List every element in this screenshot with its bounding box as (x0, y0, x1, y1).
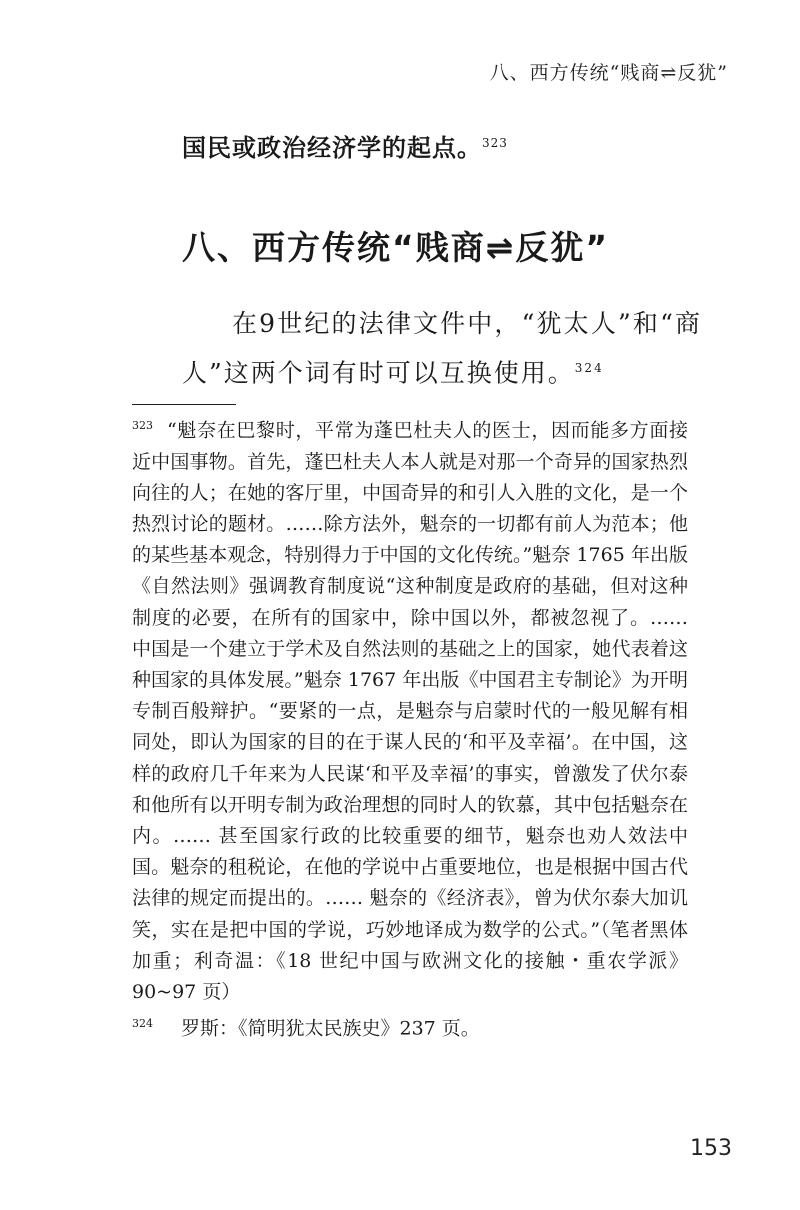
footnotes (132, 410, 688, 1045)
page-number: 153 (690, 1136, 732, 1161)
running-head: 八、西方传统“贱商⇌反犹” (489, 62, 728, 84)
body-sentence: 在9世纪的法律文件中，“犹太人”和“商人”这两个词有时可以互换使用。 (182, 309, 702, 388)
footnote-number: 324 (132, 1017, 153, 1031)
footnote-divider (132, 404, 236, 405)
footnote-text: 罗斯：《简明犹太民族史》237 页。 (181, 1017, 480, 1040)
section-heading: 八、西方传统“贱商⇌反犹” (182, 228, 610, 267)
footnote-324 (132, 1008, 688, 1045)
carryover-sentence: 国民或政治经济学的起点。 (182, 134, 482, 162)
body-paragraph (182, 302, 702, 395)
note-ref-324: 324 (574, 361, 604, 375)
carryover-text (182, 128, 508, 163)
footnote-323 (132, 410, 688, 1008)
note-ref-323: 323 (482, 136, 508, 150)
footnote-text: “魁奈在巴黎时，平常为蓬巴杜夫人的医士，因而能多方面接近中国事物。首先，蓬巴杜夫人本人就是对那一个奇异的国家热烈向往的人；在她的客厅里，中国奇异的和引人入胜的文化，是一个热烈讨论的题材。……除方法外，魁奈的一切都有前人为范本；他的某些基本观念，特别得力于中国的文化传统。”魁奈 1765 年出版《自然法则》强调教育制度说“这种制度是政府的基础，但对这种制度的必要，在所有的国家中，除中国以外，都被忽视了。…… 中国是一个建立于学术及自然法则的基础之上的国家，她代表着这种国家的具体发展。”魁奈 1767 年出版《中国君主专制论》为开明专制百般辩护。“要紧的一点，是魁奈与启蒙时代的一般见解有相同处，即认为国家的目的在于谋人民的‘和平及幸福’。在中国，这样的政府几千年来为人民谋‘和平及幸福’的事实，曾激发了伏尔泰和他所有以开明专制为政治理想的同时人的钦慕，其中包括魁奈在内。…… 甚至国家行政的比较重要的细节，魁奈也劝人效法中国。魁奈的租税论，在他的学说中占重要地位，也是根据中国古代法律的规定而提出的。…… 魁奈的《经济表》，曾为伏尔泰大加讥笑，实在是把中国的学说，巧妙地译成为数学的公式。”（笔者黑体加重；利奇温：《18 世纪中国与欧洲文化的接触・重农学派》90~97 页） (132, 419, 688, 1003)
footnote-number: 323 (132, 419, 153, 432)
